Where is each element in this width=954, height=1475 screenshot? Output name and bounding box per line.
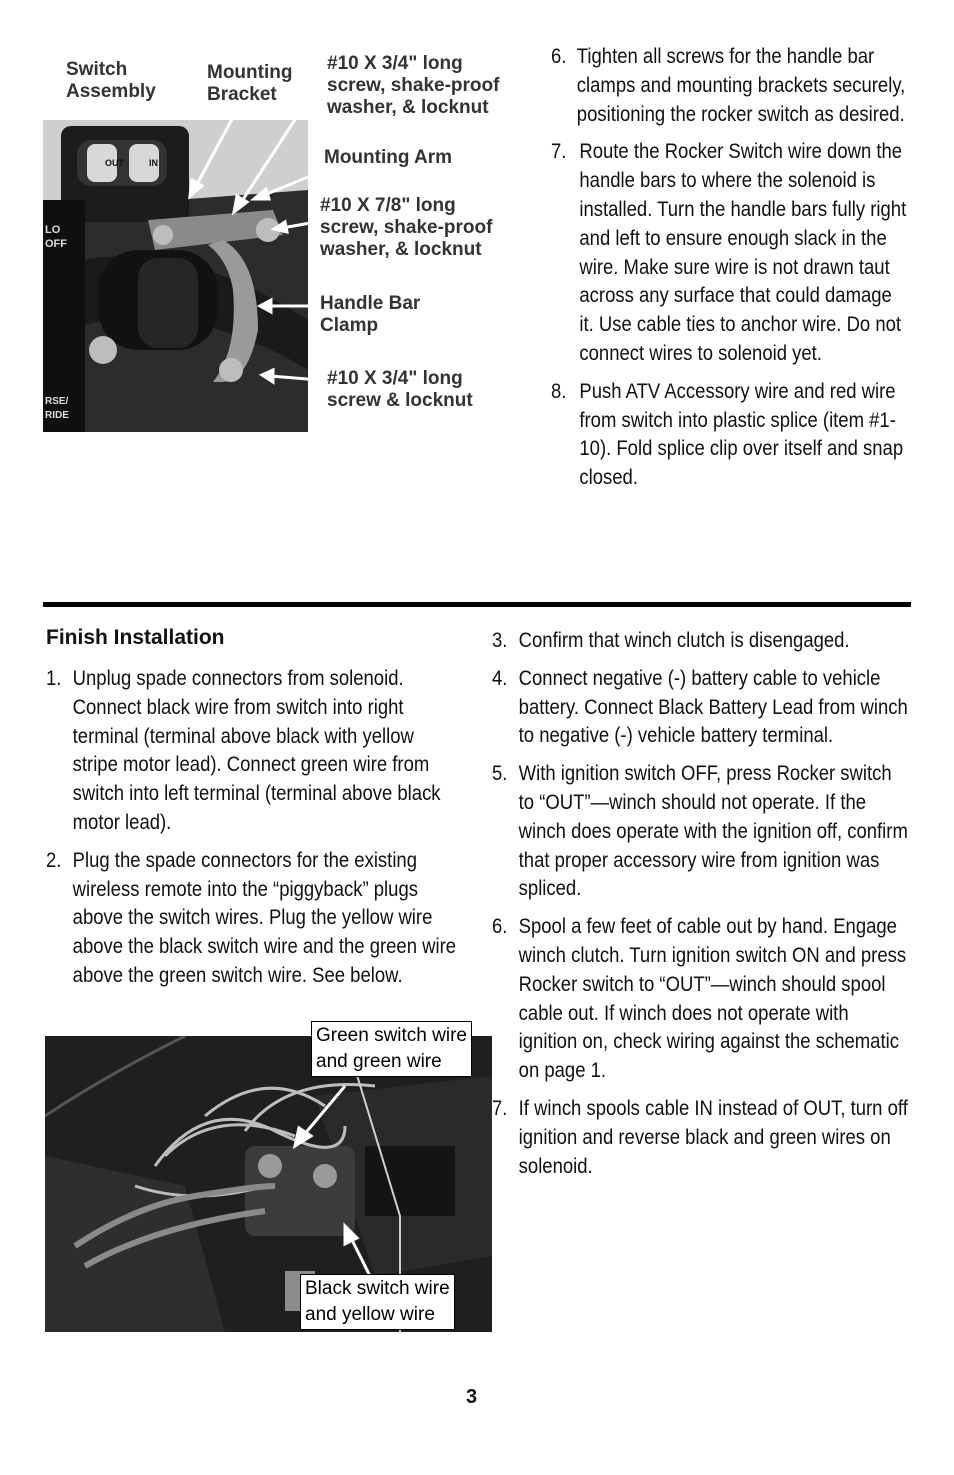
- callout-switch-assembly: Switch Assembly: [66, 59, 156, 102]
- top-step-list: [551, 42, 911, 492]
- step-number: 5.: [492, 761, 508, 786]
- finish-right-step-list: [492, 626, 910, 1180]
- step-text: Confirm that winch clutch is disengaged.: [518, 628, 850, 652]
- step-number: 4.: [492, 665, 508, 690]
- label-black-switch-wire: Black switch wire and yellow wire: [300, 1274, 455, 1330]
- console-label-rse: RSE/: [45, 396, 69, 407]
- section-heading: Finish Installation: [46, 626, 225, 649]
- step-item-4: [492, 664, 910, 750]
- section-divider: [43, 602, 911, 607]
- step-item-6: [551, 42, 911, 128]
- label-green-switch-wire: Green switch wire and green wire: [311, 1021, 472, 1077]
- callout-screw-3-4-locknut: #10 X 3/4" long screw & locknut: [327, 368, 473, 411]
- callout-handle-bar-clamp: Handle Bar Clamp: [320, 293, 421, 336]
- step-item-6: [492, 912, 910, 1085]
- finish-left-step-list: [46, 664, 460, 990]
- step-text: Push ATV Accessory wire and red wire from switch into plastic splice (item #1-10). Fold splice clip over itself and snap closed.: [579, 378, 904, 490]
- step-text: Route the Rocker Switch wire down the handle bars to where the solenoid is installed. Turn the handle bars fully right and left to ensure enough slack in the wire. Make sure wire is not drawn taut across any surface that could damage it. Use cable ties to anchor wire. Do not connect wires to solenoid yet.: [579, 139, 907, 365]
- console-label-lo: LO: [45, 224, 61, 236]
- console-label-ride: RIDE: [45, 410, 69, 421]
- step-number: 8.: [551, 378, 567, 403]
- step-text: Connect negative (-) battery cable to vehicle battery. Connect Black Battery Lead from winch to negative (-) vehicle battery terminal.: [518, 665, 908, 748]
- step-text: Plug the spade connectors for the existing wireless remote into the “piggyback” plugs above the switch wires. Plug the yellow wire above the black switch wire and the green wire above the green switch wire. See below.: [72, 847, 457, 987]
- callout-screw-3-4-shakeproof: #10 X 3/4" long screw, shake-proof washer, & locknut: [327, 53, 500, 118]
- step-item-1: [46, 664, 460, 837]
- step-item-3: [492, 626, 910, 655]
- switch-out-label: OUT: [105, 158, 124, 168]
- step-item-2: [46, 846, 460, 990]
- step-item-8: [551, 377, 911, 492]
- step-text: With ignition switch OFF, press Rocker switch to “OUT”—winch should not operate. If the winch does operate with the ignition off, confirm that proper accessory wire from ignition was spliced.: [518, 761, 908, 901]
- callout-mounting-bracket: Mounting Bracket: [207, 62, 293, 105]
- step-text: Spool a few feet of cable out by hand. Engage winch clutch. Turn ignition switch ON and press Rocker switch to “OUT”—winch should spool cable out. If winch does not operate with ignition on, check wiring against the schematic on page 1.: [518, 914, 907, 1083]
- step-text: Tighten all screws for the handle bar clamps and mounting brackets securely, positioning the rocker switch as desired.: [576, 44, 906, 126]
- step-item-5: [492, 759, 910, 903]
- step-text: Unplug spade connectors from solenoid. Connect black wire from switch into right terminal (terminal above black with yellow stripe motor lead). Connect green wire from switch into left terminal (terminal above black motor lead).: [72, 666, 441, 834]
- step-text: If winch spools cable IN instead of OUT, turn off ignition and reverse black and green wires on solenoid.: [518, 1095, 908, 1178]
- step-number: 6.: [551, 44, 567, 68]
- callout-screw-7-8: #10 X 7/8" long screw, shake-proof washer, & locknut: [320, 195, 493, 260]
- step-number: 1.: [46, 666, 62, 690]
- page-number: 3: [466, 1386, 478, 1408]
- step-number: 6.: [492, 914, 508, 939]
- step-item-7: [551, 137, 911, 367]
- switch-in-label: IN: [149, 158, 158, 168]
- callout-mounting-arm: Mounting Arm: [324, 147, 453, 168]
- step-item-7: [492, 1094, 910, 1180]
- step-number: 7.: [492, 1095, 508, 1120]
- console-label-off: OFF: [45, 238, 67, 250]
- step-number: 3.: [492, 628, 508, 652]
- step-number: 2.: [46, 847, 62, 872]
- step-number: 7.: [551, 139, 567, 164]
